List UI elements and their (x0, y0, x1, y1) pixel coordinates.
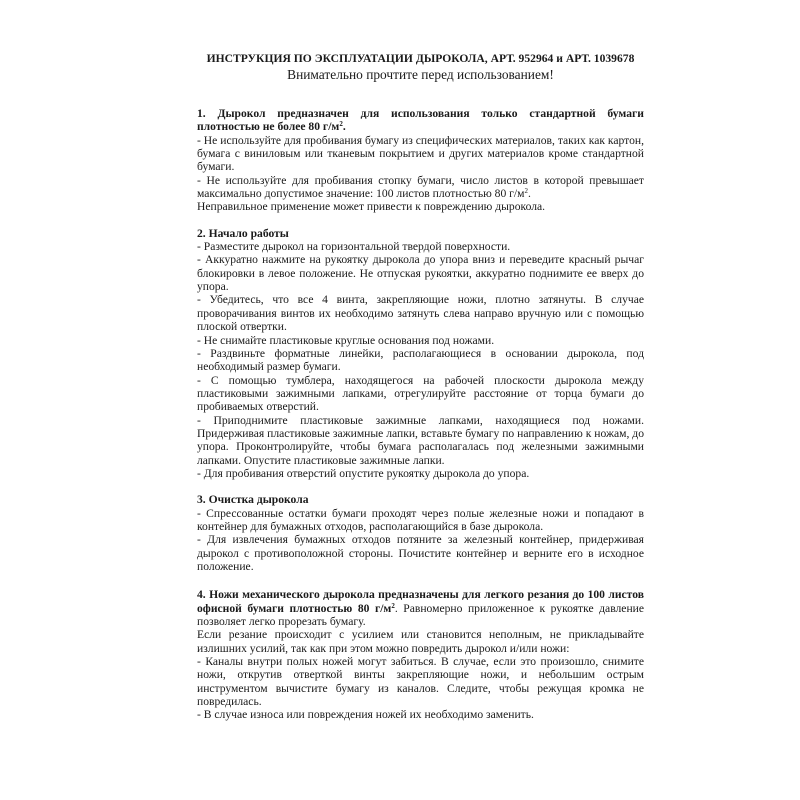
section-3-paragraph: - Спрессованные остатки бумаги проходят через полые железные ножи и попадают в контейнер для бумажных отходов, располагающийся в базе дырокола. (197, 506, 644, 533)
section-1-paragraph: - Не используйте для пробивания бумагу из специфических материалов, таких как картон, бумага с виниловым или тканевым покрытием и других материалов кроме стандартной бумаги. (197, 133, 644, 174)
section-2-paragraph: - Не снимайте пластиковые круглые основания под ножами. (197, 333, 495, 347)
section-2-paragraph: - Аккуратно нажмите на рукоятку дырокола до упора вниз и переведите красный рычаг блокировки в левое положение. Не отпуская рукоятки, аккуратно поднимите ее вверх до упора. (197, 253, 644, 294)
document-subtitle: Внимательно прочтите перед использованием! (287, 67, 554, 82)
section-1 (197, 107, 644, 214)
section-2-paragraph: - Разместите дырокол на горизонтальной твердой поверхности. (197, 240, 511, 254)
section-3-paragraph: - Для извлечения бумажных отходов потяните за железный контейнер, придерживая дырокол с противоположной стороны. Почистите контейнер и верните его в исходное положение. (197, 533, 644, 573)
instruction-document (197, 52, 644, 722)
section-4-paragraph: Если резание происходит с усилием или становится неполным, не прикладывайте излишних усилий, так как при этом можно повредить дырокол и/или ножи: (197, 628, 644, 655)
section-3-heading: 3. Очистка дырокола (197, 493, 309, 507)
section-4-paragraph: - В случае износа или повреждения ножей их необходимо заменить. (197, 708, 534, 722)
section-4-paragraph: - Каналы внутри полых ножей могут забиться. В случае, если это произошло, снимите ножи, открутив отверткой винты закрепляющие ножи, и небольшим острым инструментом вычистите бумагу из каналов. Следите, чтобы режущая кромка не повредилась. (197, 655, 644, 709)
section-2-heading: 2. Начало работы (197, 226, 289, 240)
section-1-heading: 1. Дырокол предназначен для использования только стандартной бумаги плотностью не более 80 $г/м^2$. (197, 107, 644, 134)
section-2-paragraph: - Приподнимите пластиковые зажимные лапками, находящиеся под ножами. Придерживая пластиковые зажимные лапки, вставьте бумагу по направлению к ножам, до упора. Проконтролируйте, чтобы бумага располагалась под железными зажимными лапками. Опустите пластиковые зажимные лапки. (197, 413, 644, 467)
section-4-heading: 4. Ножи механического дырокола предназначены для легкого резания до 100 листов офисной бумаги плотностью 80 $г/м^2$. Равномерно приложенное к рукоятке давление позволяет легко прорезать бумагу. (197, 588, 645, 629)
section-2-paragraph: - С помощью тумблера, находящегося на рабочей плоскости дырокола между пластиковыми зажимными лапками, отрегулируйте расстояние от торца бумаги до пробиваемых отверстий. (197, 373, 644, 414)
section-2-paragraph: - Раздвиньте форматные линейки, располагающиеся в основании дырокола, под необходимый размер бумаги. (197, 346, 644, 374)
section-1-paragraph: - Не используйте для пробивания стопку бумаги, число листов в которой превышает максимально допустимое значение: 100 листов плотностью 80 $г/м^2$. (197, 173, 644, 201)
section-2 (197, 227, 644, 481)
section-3 (197, 493, 644, 573)
section-1-paragraph: Неправильное применение может привести к повреждению дырокола. (197, 200, 546, 214)
document-title: ИНСТРУКЦИЯ ПО ЭКСПЛУАТАЦИИ ДЫРОКОЛА, АРТ. 952964 и АРТ. 1039678 (206, 52, 635, 65)
section-2-paragraph: - Для пробивания отверстий опустите рукоятку дырокола до упора. (197, 466, 530, 480)
section-4 (197, 588, 644, 721)
section-2-paragraph: - Убедитесь, что все 4 винта, закрепляющие ножи, плотно затянуты. В случае проворачивания винтов их необходимо затянуть слева направо вручную или с помощью плоской отвертки. (197, 293, 644, 334)
